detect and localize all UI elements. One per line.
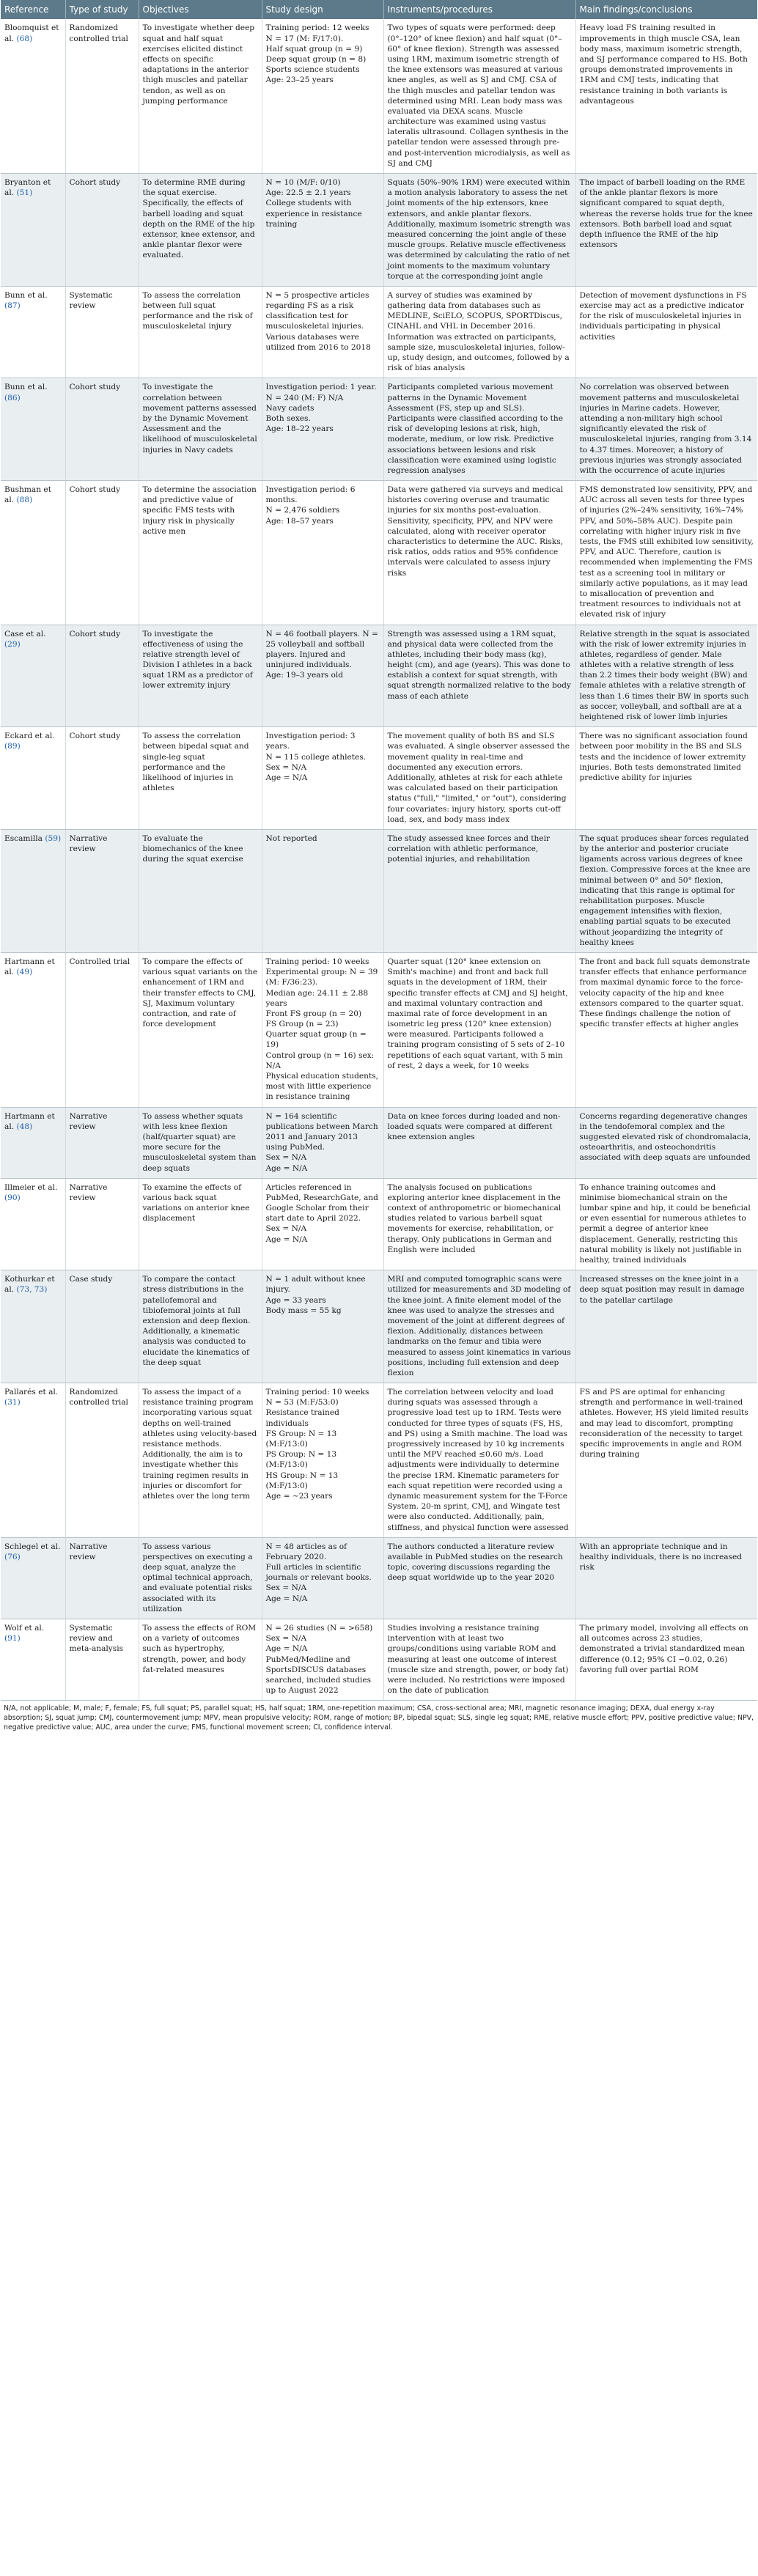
instruments-cell: Studies involving a resistance training intervention with at least two groups/conditions using variable ROM and measuring at least one outcome of interest (muscle size and strength, power, or body fat) were included. No restrictions were imposed on the date of publication xyxy=(383,1619,575,1701)
study-type-cell: Systematic review xyxy=(65,286,139,378)
table-row xyxy=(1,1383,757,1538)
reference-author: Eckard et al. xyxy=(4,732,55,741)
table-row xyxy=(1,1178,757,1270)
study-design-line: Age = 33 years xyxy=(265,1295,326,1305)
reference-cell xyxy=(1,1383,65,1538)
table-row xyxy=(1,829,757,952)
study-design-line: Age = N/A xyxy=(265,1594,308,1603)
reference-cell xyxy=(1,952,65,1107)
findings-cell: Concerns regarding degenerative changes in the tendofemoral complex and the suggested elevated risk of chondromalacia, osteoarthritis, and osteochondritis associated with deep squats are unfounded xyxy=(575,1107,757,1178)
study-type-cell: Cohort study xyxy=(65,727,139,830)
objectives-cell: To investigate the correlation between movement patterns assessed by the Dynamic Movement Assessment and the likelihood of musculoskeletal injuries in Navy cadets xyxy=(139,378,262,481)
instruments-cell: Squats (50%–90% 1RM) were executed within a motion analysis laboratory to assess the net joint moments of the hip extensors, knee extensors, and ankle plantar flexors. Additionally, maximum isometric strength was measured concerning the joint angle of these muscle groups. Relative muscle effectiveness was determined by calculating the ratio of net joint moments to the maximum voluntary torque at the corresponding joint angle xyxy=(383,174,575,287)
study-design-cell xyxy=(262,1270,383,1383)
findings-cell: There was no significant association found between poor mobility in the BS and SLS tests and the incidence of lower extremity injuries. Both tests demonstrated limited predictive ability for injuries xyxy=(575,727,757,830)
study-type-cell: Case study xyxy=(65,1270,139,1383)
objectives-cell: To assess the correlation between bipedal squat and single-leg squat performance and the likelihood of injuries in athletes xyxy=(139,727,262,830)
study-design-line: Physical education students, most with little experience in resistance training xyxy=(265,1072,379,1102)
table-row xyxy=(1,1270,757,1383)
study-type-cell: Narrative review xyxy=(65,1178,139,1270)
reference-cell xyxy=(1,286,65,378)
reference-cell xyxy=(1,625,65,727)
study-design-line: N = 5 prospective articles regarding FS as a risk classification test for musculoskeletal injuries. xyxy=(265,290,369,331)
study-design-line: Age: 19–3 years old xyxy=(265,671,344,680)
instruments-cell: The study assessed knee forces and their correlation with athletic performance, potential injuries, and rehabilitation xyxy=(383,829,575,952)
study-design-line: N = 46 football players. N = 25 volleyball and softball players. Injured and uninjured individuals. xyxy=(265,629,378,670)
study-type-cell: Cohort study xyxy=(65,174,139,287)
study-design-cell xyxy=(262,1537,383,1619)
study-design-line: Quarter squat group (n = 19) xyxy=(265,1030,367,1050)
study-design-cell xyxy=(262,625,383,727)
study-design-cell xyxy=(262,727,383,830)
study-design-line: Deep squat group (n = 8) xyxy=(265,54,367,64)
instruments-cell: Participants completed various movement patterns in the Dynamic Movement Assessment (FS, step up and SLS). Participants were classified according to the risk of developing lesions at risk, high, moderate, medium, or low risk. Predictive associations between lesions and risk classification were examined using logistic regression analyses xyxy=(383,378,575,481)
study-type-cell: Cohort study xyxy=(65,481,139,625)
reference-cell xyxy=(1,1178,65,1270)
study-type-cell: Narrative review xyxy=(65,1107,139,1178)
reference-cell xyxy=(1,19,65,173)
objectives-cell: To compare the contact stress distributions in the patellofemoral and tibiofemoral joints at full extension and deep flexion. Additionally, a kinematic analysis was conducted to elucidate the kinematics of the deep squat xyxy=(139,1270,262,1383)
reference-cell xyxy=(1,481,65,625)
reference-author: Pallarés et al. xyxy=(4,1388,59,1397)
study-type-cell: Controlled trial xyxy=(65,952,139,1107)
reference-citation-link[interactable]: (68) xyxy=(16,34,33,43)
reference-cell xyxy=(1,1537,65,1619)
reference-author: Kothurkar et al. xyxy=(4,1275,55,1295)
findings-cell: The impact of barbell loading on the RME of the ankle plantar flexors is more significant compared to squat depth, whereas the reverse holds true for the knee extensors. Both barbell load and squat depth influence the RME of the hip extensors xyxy=(575,174,757,287)
findings-cell: With an appropriate technique and in healthy individuals, there is no increased risk xyxy=(575,1537,757,1619)
reference-citation-link[interactable]: (88) xyxy=(16,496,33,505)
study-design-line: N = 17 (M: F/17:0). xyxy=(265,34,344,43)
study-type-cell: Systematic review and meta-analysis xyxy=(65,1619,139,1701)
study-design-line: Age: 18–22 years xyxy=(265,424,334,434)
reference-citation-link[interactable]: (48) xyxy=(16,1122,33,1131)
reference-citation-link[interactable]: (59) xyxy=(45,833,62,843)
reference-author: Wolf et al. xyxy=(4,1624,45,1633)
study-design-line: N = 164 scientific publications between March 2011 and January 2013 using PubMed. xyxy=(265,1111,378,1152)
study-design-line: Training period: 12 weeks xyxy=(265,23,369,33)
instruments-cell: The correlation between velocity and load during squats was assessed through a progressive load test up to 1RM. Tests were conducted for three types of squats (FS, HS, and PS) using a Smith machine. The load was progressively increased by 10 kg increments until the MPV reached ≤0.60 m/s. Load adjustments were individually to determine the precise 1RM. Kinematic parameters for each squat repetition were recorded using a dynamic measurement system for the T-Force System. 20-m sprint, CMJ, and Wingate test were also conducted. Additionally, pain, stiffness, and physical function were assessed xyxy=(383,1383,575,1538)
reference-author: Bushman et al. xyxy=(4,485,51,505)
table-row xyxy=(1,19,757,173)
objectives-cell: To assess the impact of a resistance training program incorporating various squat depths on well-trained athletes using velocity-based resistance methods. Additionally, the aim is to investigate whether this training regimen results in injuries or discomfort for athletes over the long term xyxy=(139,1383,262,1538)
table-row xyxy=(1,625,757,727)
objectives-cell: To assess the correlation between full squat performance and the risk of musculoskeletal injury xyxy=(139,286,262,378)
reference-author: Bunn et al. xyxy=(4,290,48,300)
study-design-line: Front FS group (n = 20) xyxy=(265,1009,362,1018)
study-design-line: Sex = N/A xyxy=(265,1583,307,1593)
study-design-line: Age = N/A xyxy=(265,773,308,782)
objectives-cell: To assess various perspectives on executing a deep squat, analyze the optimal technical approach, and evaluate potential risks associated with its utilization xyxy=(139,1537,262,1619)
abbreviations-footnote: N/A, not applicable; M, male; F, female; FS, full squat; PS, parallel squat; HS, half squat; 1RM, one-repetition maximum; CSA, cross-sectional area; MRI, magnetic resonance imaging; DEXA, dual energy x-ray absorption; SJ, squat jump; CMJ, countermovement jump; MPV, mean propulsive velocity; ROM, range of motion; BP, bipedal squat; SLS, single leg squat; RME, relative muscle effort; PPV, positive predictive value; NPV, negative predictive value; AUC, area under the curve; FMS, functional movement screen; CI, confidence interval. xyxy=(4,1704,754,1732)
findings-cell: FS and PS are optimal for enhancing strength and performance in well-trained athletes. However, HS yield limited results and may lead to discomfort, prompting reconsideration of the necessity to target specific improvements in angle and ROM during training xyxy=(575,1383,757,1538)
study-design-line: Investigation period: 6 months. xyxy=(265,485,356,505)
table-row xyxy=(1,727,757,830)
study-design-cell xyxy=(262,378,383,481)
table-row xyxy=(1,1619,757,1701)
study-design-cell xyxy=(262,1107,383,1178)
study-design-line: Age: 23–25 years xyxy=(265,76,334,85)
instruments-cell: Quarter squat (120° knee extension on Smith's machine) and front and back full squats in the development of 1RM, their specific transfer effects at CMJ and SJ height, and maximal voluntary contraction and maximal rate of force development in an isometric leg press (120° knee extension) were measured. Participants followed a training program consisting of 5 sets of 2–10 repetitions of each squat variant, with 5 min of rest, 2 days a week, for 10 weeks xyxy=(383,952,575,1107)
study-design-line: Training period: 10 weeks xyxy=(265,957,369,966)
study-design-line: Resistance trained individuals xyxy=(265,1408,339,1428)
study-design-line: N = 10 (M/F: 0/10) xyxy=(265,178,341,188)
table-row xyxy=(1,174,757,287)
study-design-line: N = 115 college athletes. xyxy=(265,752,367,762)
reference-author: Bunn et al. xyxy=(4,383,48,392)
study-design-line: Sex = N/A xyxy=(265,762,307,772)
objectives-cell: To compare the effects of various squat variants on the enhancement of 1RM and their transfer effects to CMJ, SJ, Maximum voluntary contraction, and rate of force development xyxy=(139,952,262,1107)
studies-table xyxy=(1,0,757,1701)
reference-citation-link[interactable]: (87) xyxy=(4,301,21,311)
reference-citation-link[interactable]: (51) xyxy=(16,188,33,198)
study-type-cell: Cohort study xyxy=(65,378,139,481)
reference-cell xyxy=(1,1107,65,1178)
reference-citation-link[interactable]: (29) xyxy=(4,639,21,649)
reference-author: Case et al. xyxy=(4,629,46,639)
study-design-cell xyxy=(262,174,383,287)
study-design-line: Body mass = 55 kg xyxy=(265,1306,342,1315)
instruments-cell: A survey of studies was examined by gathering data from databases such as MEDLINE, SciELO, SCOPUS, SPORTDiscus, CINAHL and VHL in December 2016. Information was extracted on participants, sample size, musculoskeletal injuries, follow-up, study design, and outcomes, followed by a risk of bias analysis xyxy=(383,286,575,378)
header-reference: Reference xyxy=(1,0,65,19)
reference-cell xyxy=(1,1619,65,1701)
reference-citation-link[interactable]: (73, 73) xyxy=(16,1285,48,1295)
study-type-cell: Cohort study xyxy=(65,625,139,727)
objectives-cell: To assess the effects of ROM on a variety of outcomes such as hypertrophy, strength, power, and body fat-related measures xyxy=(139,1619,262,1701)
findings-cell: The front and back full squats demonstrate transfer effects that enhance performance from maximal dynamic force to the force-velocity capacity of the hip and knee extensors compared to the quarter squat. These findings challenge the notion of specific transfer effects at higher angles xyxy=(575,952,757,1107)
study-design-cell xyxy=(262,1619,383,1701)
instruments-cell: The analysis focused on publications exploring anterior knee displacement in the context of anthropometric or biomechanical studies related to various barbell squat movements for exercise, rehabilitation, or therapy. Only publications in German and English were included xyxy=(383,1178,575,1270)
study-design-line: N = 53 (M:F/53:0) xyxy=(265,1398,339,1407)
reference-citation-link[interactable]: (89) xyxy=(4,742,21,751)
reference-citation-link[interactable]: (90) xyxy=(4,1193,21,1202)
reference-cell xyxy=(1,378,65,481)
objectives-cell: To assess whether squats with less knee flexion (half/quarter squat) are more secure for the musculoskeletal system than deep squats xyxy=(139,1107,262,1178)
reference-citation-link[interactable]: (49) xyxy=(16,968,33,977)
study-design-line: N = 240 (M: F) N/A xyxy=(265,393,344,402)
study-design-line: N = 2,476 soldiers xyxy=(265,506,340,515)
reference-citation-link[interactable]: (86) xyxy=(4,393,21,402)
reference-cell xyxy=(1,829,65,952)
instruments-cell: MRI and computed tomographic scans were utilized for measurements and 3D modeling of the knee joint. A finite element model of the knee was used to analyze the stresses and movement of the joint at different degrees of flexion. Additionally, distances between landmarks on the femur and tibia were measured to assess joint kinematics in various positions, including full extension and deep flexion xyxy=(383,1270,575,1383)
study-design-line: Sex = N/A xyxy=(265,1153,307,1163)
study-design-cell xyxy=(262,19,383,173)
study-design-cell xyxy=(262,829,383,952)
study-design-line: PubMed/Medline and SportsDISCUS databases searched, included studies up to August 2022 xyxy=(265,1655,372,1696)
study-design-line: PS Group: N = 13 (M:F/13:0) xyxy=(265,1450,337,1470)
study-design-line: Various databases were utilized from 2016 to 2018 xyxy=(265,332,371,352)
reference-author: Escamilla xyxy=(4,833,43,843)
study-design-line: Age = N/A xyxy=(265,1644,308,1654)
reference-author: Illmeier et al. xyxy=(4,1182,58,1192)
findings-cell: Relative strength in the squat is associated with the risk of lower extremity injuries in athletes, regardless of gender. Male athletes with a relative strength of less than 2.2 times their body weight (BW) and female athletes with a relative strength of less than 1.6 times their BW in sports such as soccer, volleyball, and softball are at a heightened risk of lower limb injuries xyxy=(575,625,757,727)
reference-citation-link[interactable]: (91) xyxy=(4,1634,21,1644)
instruments-cell: The authors conducted a literature review available in PubMed studies on the research topic, covering discussions regarding the deep squat worldwide up to the year 2020 xyxy=(383,1537,575,1619)
study-design-line: Navy cadets xyxy=(265,403,314,413)
study-design-line: Experimental group: N = 39 (M: F/36:23). xyxy=(265,968,378,987)
header-row xyxy=(1,0,757,19)
instruments-cell: The movement quality of both BS and SLS was evaluated. A single observer assessed the movement quality in real-time and documented any execution errors. Additionally, athletes at risk for each athlete was calculated based on their participation status ("full," "limited," or "out"), considering four covariates: injury history, sports cut-off load, sex, and body mass index xyxy=(383,727,575,830)
findings-cell: The primary model, involving all effects on all outcomes across 23 studies, demonstrated a trivial standardized mean difference (0.12; 95% CI −0.02, 0.26) favoring full over partial ROM xyxy=(575,1619,757,1701)
study-design-cell xyxy=(262,1178,383,1270)
reference-author: Schlegel et al. xyxy=(4,1542,61,1551)
study-design-line: N = 48 articles as of February 2020. xyxy=(265,1542,347,1561)
study-design-line: Age = N/A xyxy=(265,1234,308,1244)
study-design-cell xyxy=(262,1383,383,1538)
study-design-line: Sports science students xyxy=(265,65,360,75)
table-row xyxy=(1,378,757,481)
study-design-cell xyxy=(262,286,383,378)
study-design-line: Both sexes. xyxy=(265,413,311,423)
objectives-cell: To determine the association and predictive value of specific FMS tests with injury risk in physically active men xyxy=(139,481,262,625)
reference-author: Bloomquist et al. xyxy=(4,23,59,43)
objectives-cell: To examine the effects of various back squat variations on anterior knee displacement xyxy=(139,1178,262,1270)
reference-citation-link[interactable]: (76) xyxy=(4,1552,21,1561)
objectives-cell: To investigate the effectiveness of using the relative strength level of Division I athletes in a back squat 1RM as a predictor of lower extremity injury xyxy=(139,625,262,727)
reference-cell xyxy=(1,1270,65,1383)
table-row xyxy=(1,1107,757,1178)
study-design-line: N = 1 adult without knee injury. xyxy=(265,1275,366,1295)
study-design-line: Age = N/A xyxy=(265,1163,308,1173)
study-design-line: Sex = N/A xyxy=(265,1634,307,1644)
findings-cell: To enhance training outcomes and minimise biomechanical strain on the lumbar spine and hip, it could be beneficial or even essential for numerous athletes to permit a degree of anterior knee displacement. Generally, restricting this natural mobility is likely not justifiable in healthy, trained individuals xyxy=(575,1178,757,1270)
reference-author: Bryanton et al. xyxy=(4,178,51,198)
study-design-line: FS Group: N = 13 (M:F/13:0) xyxy=(265,1429,337,1449)
study-design-line: Investigation period: 1 year. xyxy=(265,383,377,392)
study-design-line: Age: 18–57 years xyxy=(265,516,334,526)
objectives-cell: To evaluate the biomechanics of the knee during the squat exercise xyxy=(139,829,262,952)
study-design-line: Articles referenced in PubMed, ResearchGate, and Google Scholar from their start date to April 2022. xyxy=(265,1182,378,1223)
table-row xyxy=(1,286,757,378)
instruments-cell: Strength was assessed using a 1RM squat, and physical data were collected from the athletes, including their body mass (kg), height (cm), and age (years). This was done to establish a context for squat strength, with squat strength normalized relative to the body mass of each athlete xyxy=(383,625,575,727)
findings-cell: Heavy load FS training resulted in improvements in thigh muscle CSA, lean body mass, maximum isometric strength, and SJ performance compared to HS. Both groups demonstrated improvements in 1RM and CMJ tests, indicating that resistance training in both variants is advantageous xyxy=(575,19,757,173)
study-design-line: Sex = N/A xyxy=(265,1224,307,1234)
reference-cell xyxy=(1,727,65,830)
reference-author: Hartmann et al. xyxy=(4,1111,55,1131)
findings-cell: Increased stresses on the knee joint in a deep squat position may result in damage to the patellar cartilage xyxy=(575,1270,757,1383)
header-main-findings: Main findings/conclusions xyxy=(575,0,757,19)
header-type-of-study: Type of study xyxy=(65,0,139,19)
header-instruments-procedures: Instruments/procedures xyxy=(383,0,575,19)
study-design-line: HS Group: N = 13 (M:F/13:0) xyxy=(265,1471,339,1490)
study-design-line: Age: 22.5 ± 2.1 years xyxy=(265,188,351,198)
findings-cell: FMS demonstrated low sensitivity, PPV, and AUC across all seven tests for three types of injuries (2%–24% sensitivity, 16%–74% PPV, and 50%–58% AUC). Despite pain correlating with higher injury risk in five tests, the FMS still exhibited low sensitivity, PPV, and AUC. Therefore, caution is recommended when implementing the FMS test as a screening tool in military or similarly active populations, as it may lead to misallocation of prevention and treatment resources to individuals not at elevated risk of injury xyxy=(575,481,757,625)
study-design-line: Training period: 10 weeks xyxy=(265,1388,369,1397)
study-type-cell: Randomized controlled trial xyxy=(65,1383,139,1538)
table-body xyxy=(1,19,757,1700)
table-header xyxy=(1,0,757,19)
table-row xyxy=(1,952,757,1107)
study-design-line: Half squat group (n = 9) xyxy=(265,44,363,54)
findings-cell: Detection of movement dysfunctions in FS exercise may act as a predictive indicator for the risk of musculoskeletal injuries in individuals participating in physical activities xyxy=(575,286,757,378)
reference-author: Hartmann et al. xyxy=(4,957,55,977)
study-type-cell: Narrative review xyxy=(65,1537,139,1619)
objectives-cell: To investigate whether deep squat and half squat exercises elicited distinct effects on specific adaptations in the anterior thigh muscles and patellar tendon, as well as on jumping performance xyxy=(139,19,262,173)
study-design-line: FS Group (n = 23) xyxy=(265,1020,339,1029)
study-design-cell xyxy=(262,952,383,1107)
findings-cell: No correlation was observed between movement patterns and musculoskeletal injuries in Marine cadets. However, attending a non-military high school significantly elevated the risk of musculoskeletal injuries, ranging from 3.14 to 4.37 times. Moreover, a history of previous injuries was strongly associated with the occurrence of acute injuries xyxy=(575,378,757,481)
instruments-cell: Data on knee forces during loaded and non-loaded squats were compared at different knee extension angles xyxy=(383,1107,575,1178)
instruments-cell: Two types of squats were performed: deep (0°–120° of knee flexion) and half squat (0°–60° of knee flexion). Strength was assessed using 1RM, maximum isometric strength of the knee extensors was measured at various knee angles, as well as SJ and CMJ. CSA of the thigh muscles and patellar tendon was determined using MRI. Lean body mass was evaluated via DEXA scans. Muscle architecture was examined using vastus lateralis ultrasound. Collagen synthesis in the patellar tendon were assessed through pre- and post-intervention microdialysis, as well as SJ and CMJ xyxy=(383,19,575,173)
reference-cell xyxy=(1,174,65,287)
study-design-line: College students with experience in resistance training xyxy=(265,199,362,229)
instruments-cell: Data were gathered via surveys and medical histories covering overuse and traumatic injuries for six months post-evaluation. Sensitivity, specificity, PPV, and NPV were calculated, along with receiver operator characteristics to determine the AUC. Risks, risk ratios, odds ratios and 95% confidence intervals were calculated to assess injury risks xyxy=(383,481,575,625)
study-design-line: Full articles in scientific journals or relevant books. xyxy=(265,1563,372,1583)
header-objectives: Objectives xyxy=(139,0,262,19)
findings-cell: The squat produces shear forces regulated by the anterior and posterior cruciate ligaments across various degrees of knee flexion. Compressive forces at the knee are minimal between 0° and 50° flexion, indicating that this range is optimal for rehabilitation purposes. Muscle engagement intensifies with flexion, enabling partial squats to be executed without jeopardizing the integrity of healthy knees xyxy=(575,829,757,952)
header-study-design: Study design xyxy=(262,0,383,19)
study-design-line: Control group (n = 16) sex: N/A xyxy=(265,1050,375,1070)
study-type-cell: Narrative review xyxy=(65,829,139,952)
reference-citation-link[interactable]: (31) xyxy=(4,1398,21,1407)
study-design-cell xyxy=(262,481,383,625)
objectives-cell: To determine RME during the squat exercise. Specifically, the effects of barbell loading and squat depth on the RME of the hip extensor, knee extensor, and ankle plantar flexor were evaluated. xyxy=(139,174,262,287)
study-type-cell: Randomized controlled trial xyxy=(65,19,139,173)
study-design-line: N = 26 studies (N = >658) xyxy=(265,1624,373,1633)
study-design-line: Age = ~23 years xyxy=(265,1491,333,1501)
study-design-line: Median age: 24.11 ± 2.88 years xyxy=(265,988,369,1008)
study-design-line: Investigation period: 3 years. xyxy=(265,732,356,751)
study-design-line: Not reported xyxy=(265,833,317,843)
table-row xyxy=(1,1537,757,1619)
table-row xyxy=(1,481,757,625)
